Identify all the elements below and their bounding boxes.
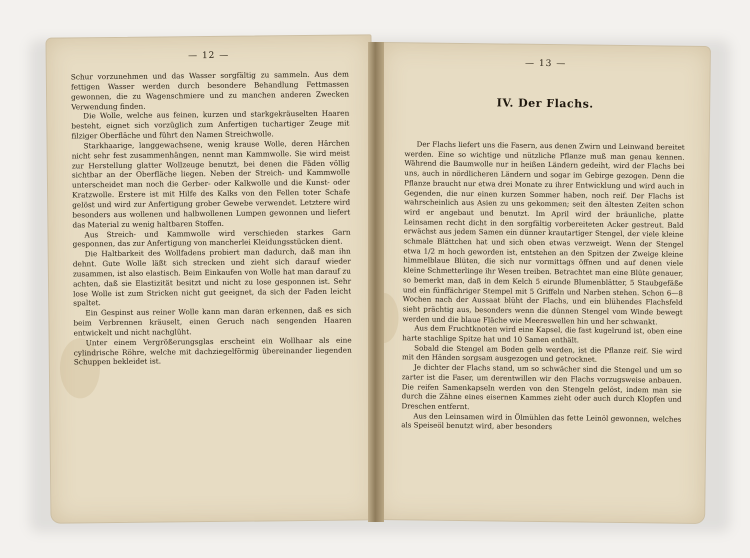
- paragraph: Je dichter der Flachs stand, um so schwächer sind die Stengel und um so zarter ist die Faser, um derentwillen wir den Flachs vorzugsweise anbauen. Die reifen Samenkapseln werden von den Stengeln gelöst, indem man sie durch die Zähne eines eisernen Kammes zieht oder auch durch Klopfen und Dreschen entfernt.: [401, 362, 682, 412]
- right-page: [375, 42, 711, 524]
- paragraph: Schur vorzunehmen und das Wasser sorgfältig zu sammeln. Aus dem fettigen Wasser werden durch besondere Behandlung Fettmassen gewonnen, die zu Wagenschmiere und zu manchen anderen Zwecken Verwendung finden.: [70, 69, 350, 111]
- paragraph: Unter einem Vergrößerungsglas erscheint ein Wollhaar als eine cylindrische Röhre, welche mit dachziegelförmig übereinander liegenden Schuppen bekleidet ist.: [73, 335, 352, 367]
- left-page: [45, 34, 376, 523]
- paragraph: Aus Streich- und Kammwolle wird verschieden starkes Garn gesponnen, das zur Anfertigung von mancherlei Kleidungsstücken dient.: [72, 227, 351, 249]
- paragraph: Aus den Leinsamen wird in Ölmühlen das fette Leinöl gewonnen, welches als Speiseöl benutzt wird, aber besonders: [401, 411, 682, 432]
- book-gutter: [368, 42, 384, 522]
- paragraph: Sobald die Stengel am Boden gelb werden, ist die Pflanze reif. Sie wird mit den Händen sorgsam ausgezogen und getrocknet.: [402, 343, 683, 365]
- chapter-title: IV. Der Flachs.: [496, 96, 594, 111]
- paragraph: Der Flachs liefert uns die Fasern, aus denen Zwirn und Leinwand bereitet werden. Eine so wichtige und nützliche Pflanze muß man genau kennen. Während die Baumwolle nur in heißen Ländern gedeiht, wird der Flachs bei uns, auch in nördlicheren Ländern und sogar im Gebirge gezogen. Denn die Pflanze braucht nur etwa drei Monate zu ihrer Entwicklung und wird auch in Gegenden, die nur einen kurzen Sommer haben, noch reif. Der Flachs ist wahrscheinlich aus Asien zu uns gekommen; seit den ältesten Zeiten schon wird er angebaut und benutzt. Im April wird der bräunliche, platte Leinsamen recht dicht in den sorgfältig vorbereiteten Acker gestreut. Bald erwächst aus jedem Samen ein dünner krautartiger Stengel, der viele kleine schmale Blättchen hat und sich oben etwas verzweigt. Wenn der Stengel etwa 1/2 m hoch geworden ist, entstehen an den Spitzen der Zweige kleine himmelblaue Blüten, die sich nur vormittags öffnen und auf denen viele kleine Schmetterlinge ihr Wesen treiben. Betrachtet man eine Blüte genauer, so bemerkt man, daß in dem Kelch 5 eirunde Blumenblätter, 5 Staubgefäße und ein fünffächriger Stempel mit 5 Griffeln und Narben stehen. Schon 6—8 Wochen nach der Aussaat blüht der Flachs, und ein blühendes Flachsfeld sieht prächtig aus, besonders wenn die dünnen Stengel vom Winde bewegt werden und die blaue Fläche wie Meereswellen hin und her schwankt.: [402, 139, 685, 327]
- page-body-left: [71, 70, 352, 368]
- paragraph: Aus dem Fruchtknoten wird eine Kapsel, die fast kugelrund ist, oben eine harte stachlige Spitze hat und 10 Samen enthält.: [402, 323, 683, 345]
- paragraph: Ein Gespinst aus reiner Wolle kann man daran erkennen, daß es sich beim Verbrennen kräuselt, einen Geruch nach sengenden Haaren entwickelt und nicht nachglüht.: [73, 305, 352, 338]
- page-number: — 13 —: [525, 58, 567, 70]
- paragraph: Die Haltbarkeit des Wollfadens probiert man dadurch, daß man ihn dehnt. Gute Wolle läßt sich strecken und zieht sich darauf wieder zusammen, ist also elastisch. Beim Einkaufen von Wolle hat man darauf zu achten, daß sie Elastizität besitzt und nicht zu lose gesponnen ist. Sehr lose Wolle ist zum Stricken nicht gut geeignet, da sich der Faden leicht spaltet.: [72, 246, 352, 308]
- page-body-right: [401, 139, 685, 433]
- page-number: — 12 —: [188, 50, 230, 62]
- paragraph: Die Wolle, welche aus feinen, kurzen und starkgekräuselten Haaren besteht, eignet sich vorzüglich zum Anfertigen tuchartiger Zeuge mit filziger Oberfläche und führt den Namen Streichwolle.: [71, 108, 350, 141]
- paragraph: Starkhaarige, langgewachsene, wenig krause Wolle, deren Härchen nicht sehr fest zusammenhängen, nennt man Kammwolle. Sie wird meist zur Herstellung glatter Wollzeuge benutzt, bei denen die Fäden völlig sichtbar an der Oberfläche liegen. Neben der Streich- und Kammwolle unterscheidet man noch die Gerber- oder Kalkwolle und die Kunst- oder Kratzwolle. Erstere ist mit Hilfe des Kalks von den Fellen toter Schafe gelöst und wird zur Anfertigung grober Gewebe verwendet. Letztere wird besonders aus wollenen und halbwollenen Lumpen gewonnen und liefert das Material zu wenig haltbaren Stoffen.: [71, 138, 351, 230]
